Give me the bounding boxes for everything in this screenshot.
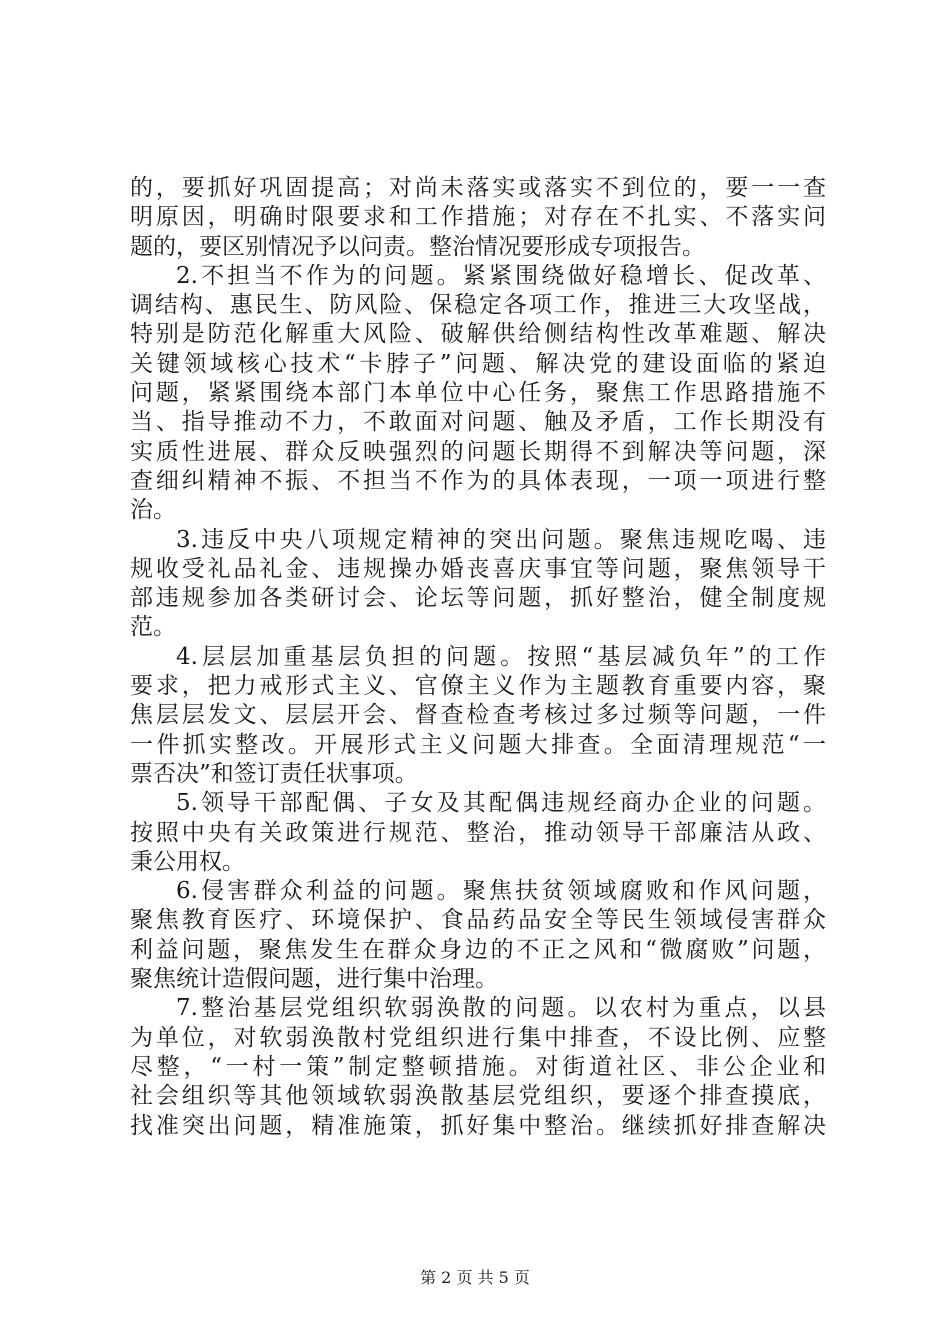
text-line: 调结构、惠民生、防风险、保稳定各项工作，推进三大攻坚战，: [130, 292, 826, 319]
text-line: 问题，紧紧围绕本部门本单位中心任务，聚焦工作思路措施不: [130, 380, 826, 407]
text-line: 当、指导推动不力，不敢面对问题、触及矛盾，工作长期没有: [130, 409, 826, 436]
page-number-footer: 第 2 页 共 5 页: [420, 1268, 530, 1287]
text-line: 治。: [130, 497, 176, 524]
text-line: 范。: [130, 614, 176, 641]
text-line: 规收受礼品礼金、违规操办婚丧喜庆事宜等问题，聚焦领导干: [130, 555, 826, 582]
text-line: 的，要抓好巩固提高；对尚未落实或落实不到位的，要一一查: [130, 175, 826, 201]
text-line: 按照中央有关政策进行规范、整治，推动领导干部廉洁从政、: [130, 819, 826, 846]
text-line: 焦层层发文、层层开会、督查检查考核过多过频等问题，一件: [130, 702, 826, 729]
text-line: 找准突出问题，精准施策，抓好集中整治。继续抓好排查解决: [130, 1112, 826, 1139]
text-line: 部违规参加各类研讨会、论坛等问题，抓好整治，健全制度规: [130, 585, 826, 612]
text-line: 要求，把力戒形式主义、官僚主义作为主题教育重要内容，聚: [130, 673, 826, 700]
paragraph-7-first-line: 7.整治基层党组织软弱涣散的问题。以农村为重点，以县: [176, 995, 826, 1022]
text-line: 一件抓实整改。开展形式主义问题大排查。全面清理规范“一: [130, 731, 826, 758]
text-line: 利益问题，聚焦发生在群众身边的不正之风和“微腐败”问题，: [130, 936, 826, 963]
paragraph-3-first-line: 3.违反中央八项规定精神的突出问题。聚焦违规吃喝、违: [176, 526, 826, 553]
text-line: 关键领域核心技术“卡脖子”问题、解决党的建设面临的紧迫: [130, 350, 826, 377]
text-line: 为单位，对软弱涣散村党组织进行集中排查，不设比例、应整: [130, 1024, 826, 1051]
text-line: 秉公用权。: [130, 848, 245, 875]
text-line: 明原因，明确时限要求和工作措施；对存在不扎实、不落实问: [130, 204, 826, 231]
text-line: 聚焦统计造假问题，进行集中治理。: [130, 966, 498, 993]
text-line: 尽整，“一村一策”制定整顿措施。对街道社区、非公企业和: [130, 1053, 826, 1080]
text-line: 实质性进展、群众反映强烈的问题长期得不到解决等问题，深: [130, 438, 826, 465]
text-line: 票否决”和签订责任状事项。: [130, 760, 418, 787]
text-line: 聚焦教育医疗、环境保护、食品药品安全等民生领域侵害群众: [130, 907, 826, 934]
text-line: 查细纠精神不振、不担当不作为的具体表现，一项一项进行整: [130, 467, 826, 494]
paragraph-2-first-line: 2.不担当不作为的问题。紧紧围绕做好稳增长、促改革、: [176, 262, 826, 289]
paragraph-4-first-line: 4.层层加重基层负担的问题。按照“基层减负年”的工作: [176, 643, 826, 670]
text-line: 社会组织等其他领域软弱涣散基层党组织，要逐个排查摸底，: [130, 1083, 826, 1110]
document-body: [130, 174, 826, 1141]
text-line: 题的，要区别情况予以问责。整治情况要形成专项报告。: [130, 233, 705, 260]
paragraph-5-first-line: 5.领导干部配偶、子女及其配偶违规经商办企业的问题。: [176, 790, 826, 817]
paragraph-6-first-line: 6.侵害群众利益的问题。聚焦扶贫领域腐败和作风问题，: [176, 878, 826, 905]
text-line: 特别是防范化解重大风险、破解供给侧结构性改革难题、解决: [130, 321, 826, 348]
